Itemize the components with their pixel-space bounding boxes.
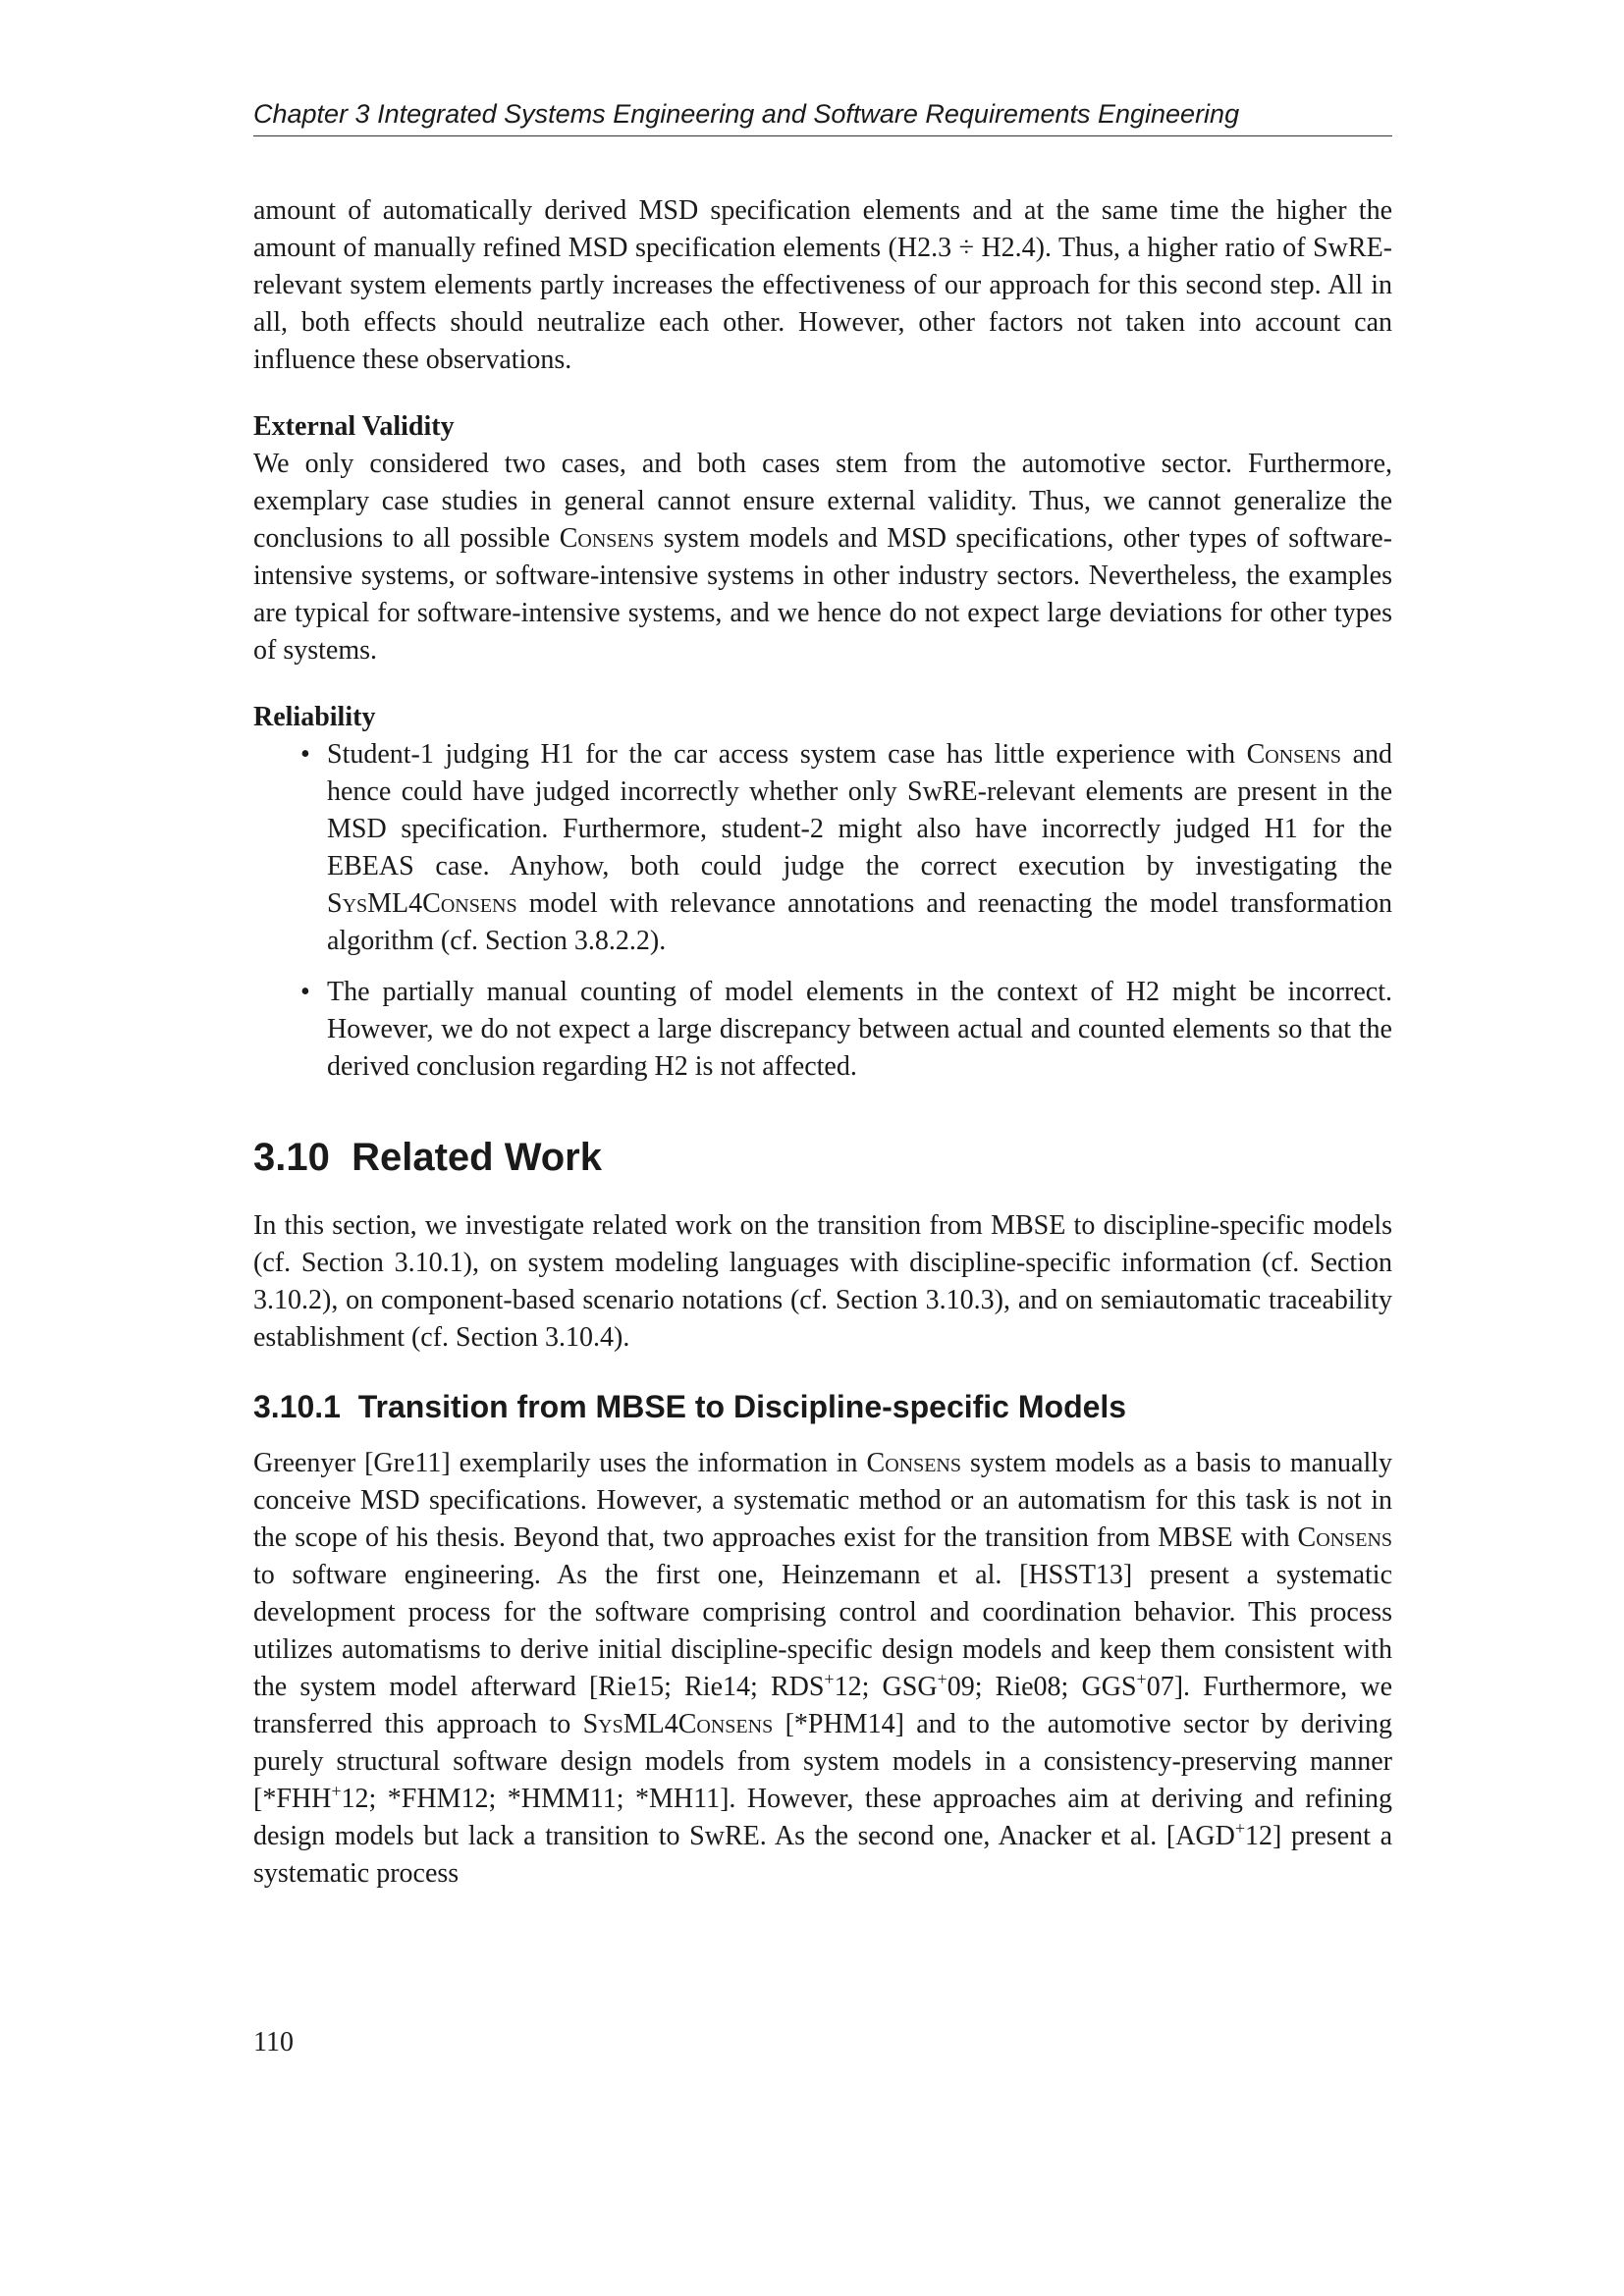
reliability-heading: Reliability [253,702,376,732]
citation-plus: + [1136,1669,1147,1689]
section-number: 3.10 [253,1136,330,1179]
running-head: Chapter 3 Integrated Systems Engineering and Software Requirements Engineering [253,96,1392,136]
reliability-item1-text-c: model with relevance annotations and reenacting the model transformation algorithm (cf. Section 3.8.2.2). [327,888,1393,956]
subsection-text-5: 09; Rie08; GGS [947,1672,1137,1702]
bullet-icon: • [300,739,310,770]
external-validity-text-a: We only considered two cases, and both cases stem from the automotive sector. Furthermore, exemplary case studies in general cannot ensure external validity. Thus, we cannot generalize the conclusions to all possible [253,449,1392,554]
sysml4consens-term: SysML4Consens [582,1709,774,1739]
subsection-text-3: to software engineering. As the first one, Heinzemann et al. [HSST13] present a systematic development process for the software comprising control and coordination behavior. This process utilizes automatisms to derive initial discipline-specific design models and keep them consistent with the system model afterward [Rie15; Rie14; RDS [253,1560,1392,1702]
subsection-number: 3.10.1 [253,1389,341,1424]
body-text [253,192,1392,1893]
consens-term: Consens [559,523,655,554]
reliability-list [253,736,1392,1086]
section-title: Related Work [352,1136,602,1179]
subsection-paragraph [253,1445,1392,1893]
document-page [253,0,1392,2296]
section-paragraph: In this section, we investigate related work on the transition from MBSE to discipline-specific models (cf. Section 3.10.1), on system modeling languages with discipline-specific information (cf. Section 3.10.2), on component-based scenario notations (cf. Section 3.10.3), and on semiautomatic traceability establishment (cf. Section 3.10.4). [253,1210,1392,1353]
consens-term: Consens [866,1448,961,1478]
subsection-text-1: Greenyer [Gre11] exemplarily uses the information in [253,1448,858,1478]
subsection-text-6: 07]. Furthermore, we transferred this approach to [253,1672,1392,1739]
list-item [253,974,1392,1086]
subsection-text-4: 12; GSG [834,1672,938,1702]
external-validity-block [253,408,1392,669]
citation-plus: + [331,1781,342,1801]
consens-term: Consens [1297,1522,1393,1553]
reliability-block [253,699,1392,1086]
section-heading [253,1133,1392,1182]
page-number: 110 [253,2027,294,2057]
external-validity-text-b: system models and MSD specifications, other types of software-intensive systems, or software-intensive systems in other industry sectors. Nevertheless, the examples are typical for software-intensive systems, and we hence do not expect large deviations for other types of systems. [253,523,1392,666]
subsection-text-9: 12] present a systematic process [253,1821,1392,1889]
subsection-title: Transition from MBSE to Discipline-specific Models [357,1389,1127,1424]
subsection-text-8: 12; *FHM12; *HMM11; *MH11]. However, these approaches aim at deriving and refining design models but lack a transition to SwRE. As the second one, Anacker et al. [AGD [253,1784,1392,1851]
intro-paragraph: amount of automatically derived MSD specification elements and at the same time the higher the amount of manually refined MSD specification elements (H2.3 ÷ H2.4). Thus, a higher ratio of SwRE-relevant system elements partly increases the effectiveness of our approach for this second step. All in all, both effects should neutralize each other. However, other factors not taken into account can influence these observations. [253,195,1392,375]
subsection-text-7: [*PHM14] and to the automotive sector by deriving purely structural software design models from system models in a consistency-preserving manner [*FHH [253,1709,1393,1814]
bullet-icon: • [300,977,310,1007]
subsection-text-2: system models as a basis to manually conceive MSD specifications. However, a systematic method or an automatism for this task is not in the scope of his thesis. Beyond that, two approaches exist for the transition from MBSE with [253,1448,1393,1553]
reliability-item2-text: The partially manual counting of model elements in the context of H2 might be incorrect. However, we do not expect a large discrepancy between actual and counted elements so that the derived conclusion regarding H2 is not affected. [327,977,1392,1082]
citation-plus: + [1234,1818,1246,1839]
subsection-heading [253,1386,1392,1427]
citation-plus: + [937,1669,947,1689]
list-item [253,736,1392,960]
consens-term: Consens [1246,739,1342,770]
reliability-item1-text-a: Student-1 judging H1 for the car access system case has little experience with [327,739,1236,770]
reliability-item1-text-b: and hence could have judged incorrectly whether only SwRE-relevant elements are present in the MSD specification. Furthermore, student-2 might also have incorrectly judged H1 for the EBEAS case. Anyhow, both could judge the correct execution by investigating the [327,739,1393,881]
external-validity-heading: External Validity [253,411,455,442]
external-validity-paragraph [253,446,1392,669]
sysml4consens-term: SysML4Consens [327,888,517,919]
citation-plus: + [824,1669,835,1689]
